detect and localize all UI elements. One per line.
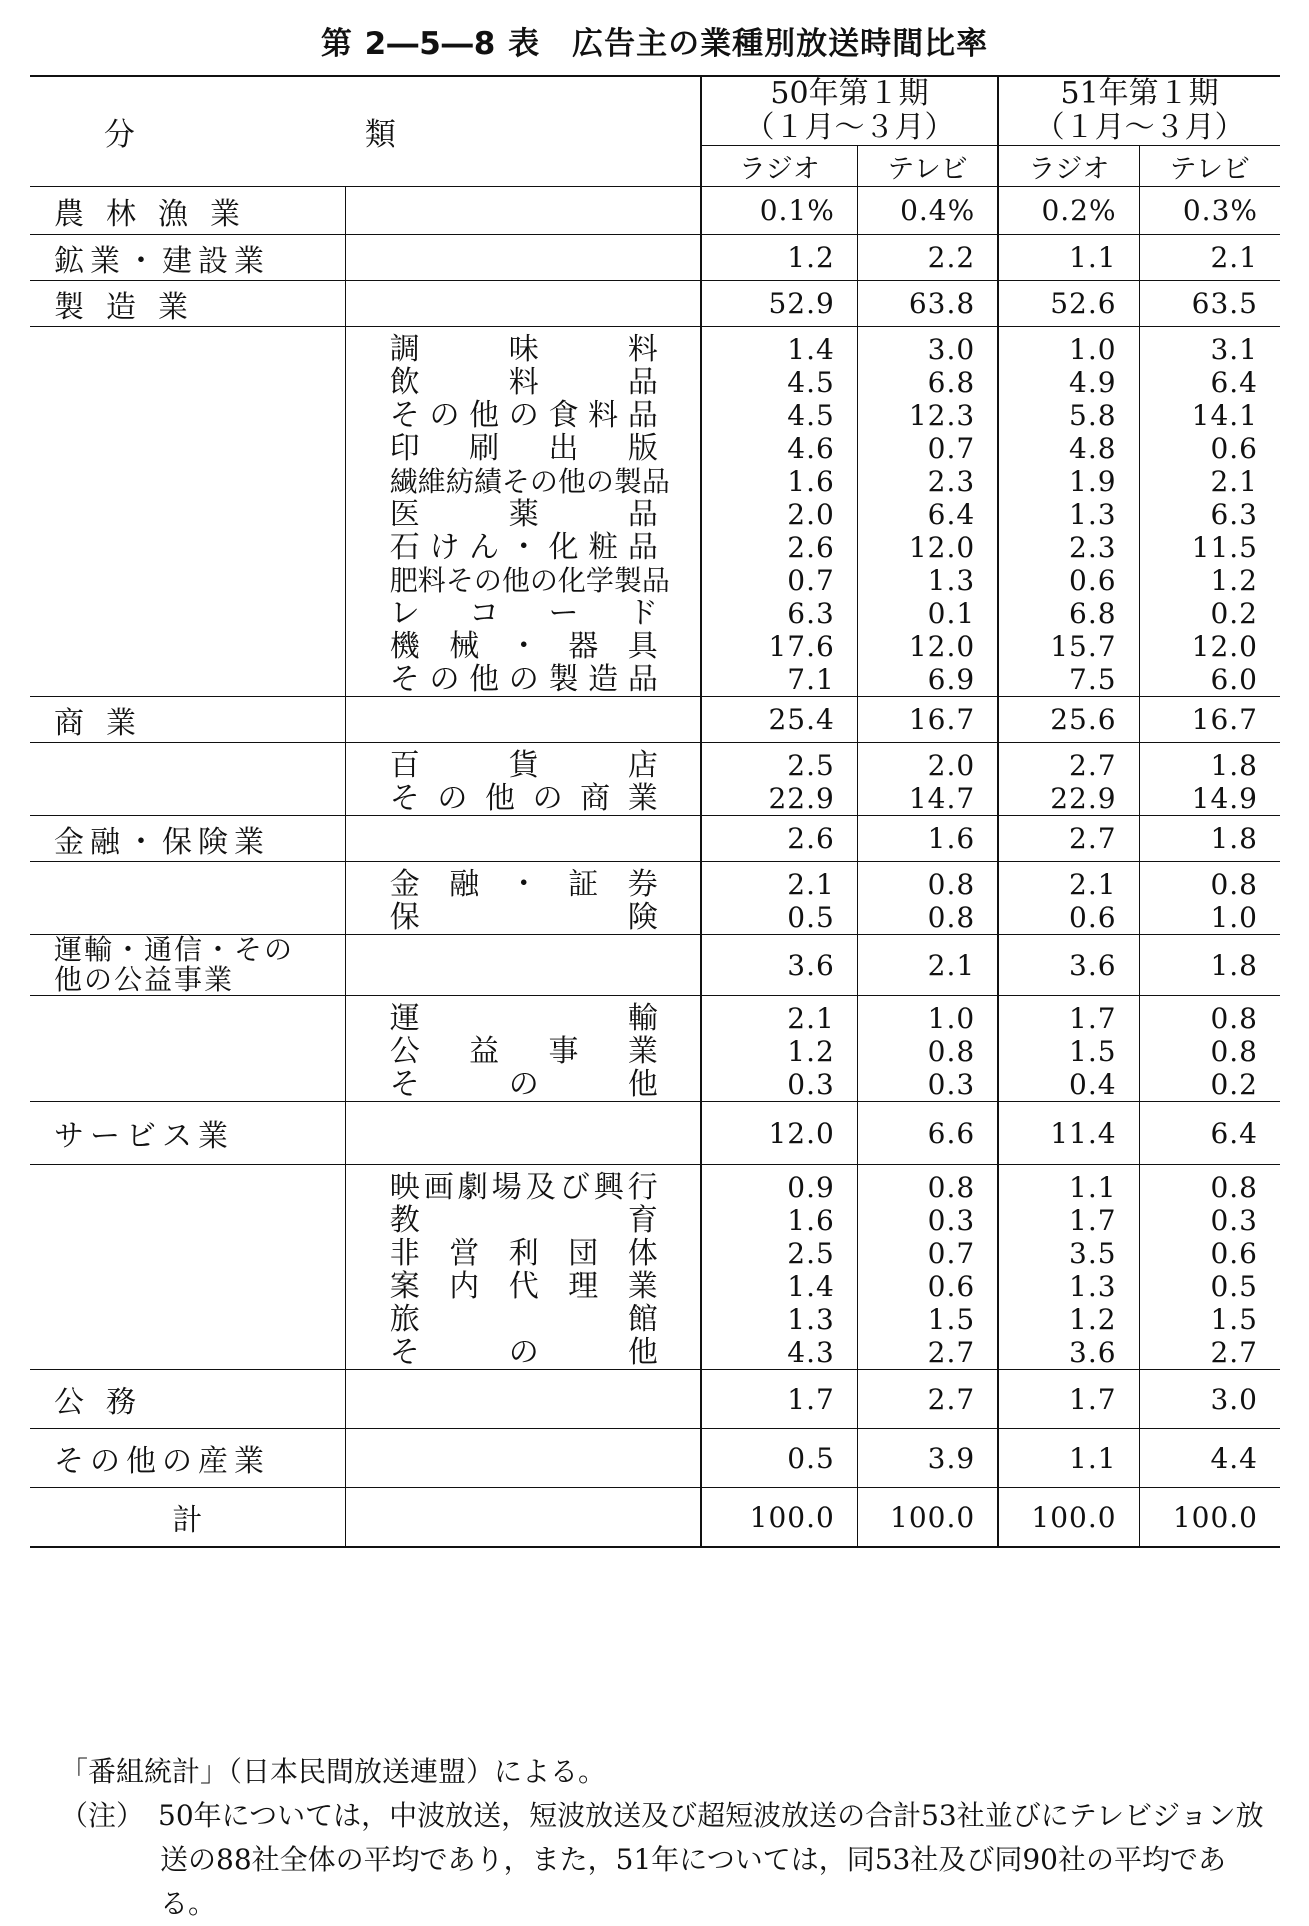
- category-row: [30, 1370, 1280, 1429]
- category-label: 製造業: [30, 281, 345, 327]
- category-value: 0.1%: [701, 187, 858, 235]
- subcategory-name: そ の 他 の 商 業: [389, 781, 658, 816]
- subcategory-value: 0.6: [1210, 1237, 1258, 1270]
- subcategory-name: レ コ ー ド: [389, 596, 658, 631]
- subcategory-category-empty: [30, 862, 345, 935]
- subcategory-values: [701, 996, 858, 1102]
- subcategory-value: 4.6: [787, 432, 835, 465]
- subcategory-value: 12.0: [908, 531, 976, 564]
- subcategory-value: 1.1: [1069, 1171, 1117, 1204]
- subcategory-values: [701, 1165, 858, 1370]
- subcategory-value: 1.2: [787, 1035, 835, 1068]
- subcategory-value: 6.8: [1069, 597, 1117, 630]
- subcategory-value: 2.1: [787, 1002, 835, 1035]
- footnotes: [60, 1750, 1280, 1926]
- subcategory-value: 4.5: [787, 366, 835, 399]
- category-row: [30, 935, 1280, 996]
- subcategory-value: 1.7: [1069, 1204, 1117, 1237]
- subcategory-value: 12.0: [908, 630, 976, 663]
- subcategory-value: 4.8: [1069, 432, 1117, 465]
- subcategory-value: 0.4: [1069, 1068, 1117, 1101]
- subcategory-name: 保 険: [389, 900, 658, 935]
- subcategory-name: 公 益 事 業: [389, 1034, 658, 1069]
- subcategory-value: 0.5: [787, 901, 835, 934]
- subcategory-value: 2.6: [787, 531, 835, 564]
- subcategory-value: 12.3: [908, 399, 976, 432]
- subcategory-value: 1.4: [787, 1270, 835, 1303]
- subcategory-value: 0.8: [1210, 1002, 1258, 1035]
- category-value: 3.6: [998, 935, 1139, 996]
- subcategory-value: 2.0: [927, 749, 976, 782]
- subcategory-name: 旅 館: [389, 1302, 658, 1337]
- subcategory-value: 1.2: [1210, 564, 1258, 597]
- subcategory-name: 運 輸: [389, 1001, 658, 1036]
- subcategory-value: 1.0: [1069, 333, 1117, 366]
- category-value: 52.6: [998, 281, 1139, 327]
- category-value: 3.9: [857, 1429, 998, 1488]
- subcategory-value: 1.0: [1210, 901, 1258, 934]
- category-value: 6.6: [857, 1102, 998, 1165]
- remark-note: （注） 50年については，中波放送，短波放送及び超短波放送の合計53社並びにテレビジョン放送の88社全体の平均であり，また，51年については，同53社及び同90社の平均である。: [60, 1799, 1264, 1920]
- category-sub-empty: [345, 816, 701, 862]
- category-value: 2.7: [998, 816, 1139, 862]
- subcategory-values: [857, 1165, 998, 1370]
- subcategory-values: [701, 743, 858, 816]
- category-label: 公務: [30, 1370, 345, 1429]
- subcategory-value: 0.8: [927, 901, 976, 934]
- subcategory-value: 6.3: [1210, 498, 1258, 531]
- category-sub-empty: [345, 1429, 701, 1488]
- total-value: 100.0: [998, 1488, 1139, 1548]
- subcategory-name: 非 営 利 団 体: [389, 1236, 658, 1271]
- subcategory-name: 医 薬 品: [389, 497, 658, 532]
- subcategory-value: 0.2: [1210, 1068, 1258, 1101]
- subcategory-block: [30, 996, 1280, 1102]
- subcategory-value: 0.6: [1069, 564, 1117, 597]
- subcategory-name: 教 育: [389, 1203, 658, 1238]
- category-value: 1.2: [701, 235, 858, 281]
- category-label: 運輸・通信・その他の公益事業: [30, 935, 345, 996]
- header-radio-1: ラジオ: [701, 146, 858, 187]
- category-sub-empty: [345, 935, 701, 996]
- subcategory-list: [345, 862, 701, 935]
- subcategory-value: 1.3: [927, 564, 976, 597]
- category-label: その他の産業: [30, 1429, 345, 1488]
- category-sub-empty: [345, 281, 701, 327]
- subcategory-name: 飲 料 品: [389, 365, 658, 400]
- subcategory-value: 6.4: [927, 498, 976, 531]
- category-sub-empty: [345, 187, 701, 235]
- subcategory-value: 2.7: [927, 1336, 976, 1369]
- subcategory-values: [1139, 1165, 1280, 1370]
- subcategory-value: 11.5: [1191, 531, 1258, 564]
- category-value: 1.7: [998, 1370, 1139, 1429]
- subcategory-value: 0.8: [927, 868, 976, 901]
- category-value: 63.5: [1139, 281, 1280, 327]
- category-row: [30, 281, 1280, 327]
- category-value: 2.2: [857, 235, 998, 281]
- subcategory-value: 1.3: [787, 1303, 835, 1336]
- subcategory-block: [30, 1165, 1280, 1370]
- category-value: 63.8: [857, 281, 998, 327]
- subcategory-block: [30, 743, 1280, 816]
- subcategory-value: 3.1: [1210, 333, 1258, 366]
- subcategory-value: 2.3: [1069, 531, 1117, 564]
- category-value: 3.6: [701, 935, 858, 996]
- category-value: 1.6: [857, 816, 998, 862]
- category-value: 2.1: [1139, 235, 1280, 281]
- subcategory-value: 14.1: [1191, 399, 1258, 432]
- subcategory-value: 1.4: [787, 333, 835, 366]
- subcategory-name: 印 刷 出 版: [389, 431, 658, 466]
- subcategory-value: 0.3: [787, 1068, 835, 1101]
- category-value: 1.8: [1139, 935, 1280, 996]
- subcategory-values: [857, 743, 998, 816]
- category-sub-empty: [345, 1102, 701, 1165]
- category-value: 2.6: [701, 816, 858, 862]
- category-value: 1.8: [1139, 816, 1280, 862]
- subcategory-value: 4.5: [787, 399, 835, 432]
- subcategory-value: 6.3: [787, 597, 835, 630]
- subcategory-name: 繊 維 紡 績 そ の 他 の 製 品: [389, 465, 670, 498]
- subcategory-value: 0.8: [927, 1035, 976, 1068]
- subcategory-block: [30, 327, 1280, 697]
- subcategory-name: そ の 他: [389, 1335, 658, 1370]
- category-value: 1.1: [998, 1429, 1139, 1488]
- subcategory-value: 4.3: [787, 1336, 835, 1369]
- subcategory-values: [701, 327, 858, 697]
- category-sub-empty: [345, 235, 701, 281]
- subcategory-value: 0.6: [1069, 901, 1117, 934]
- category-row: [30, 235, 1280, 281]
- subcategory-name: そ の 他 の 製 造 品: [389, 662, 658, 697]
- subcategory-value: 3.6: [1069, 1336, 1117, 1369]
- subcategory-value: 6.4: [1210, 366, 1258, 399]
- subcategory-category-empty: [30, 327, 345, 697]
- subcategory-value: 1.5: [1210, 1303, 1258, 1336]
- category-row: [30, 187, 1280, 235]
- subcategory-values: [998, 327, 1139, 697]
- header-tv-2: テレビ: [1139, 146, 1280, 187]
- subcategory-list: [345, 1165, 701, 1370]
- subcategory-values: [998, 996, 1139, 1102]
- category-value: 0.4%: [857, 187, 998, 235]
- subcategory-value: 2.7: [1069, 749, 1117, 782]
- category-value: 2.1: [857, 935, 998, 996]
- subcategory-values: [857, 327, 998, 697]
- subcategory-value: 2.1: [1069, 868, 1117, 901]
- header-category: 分類: [30, 76, 701, 187]
- category-value: 0.2%: [998, 187, 1139, 235]
- subcategory-name: 石 け ん ・ 化 粧 品: [389, 530, 658, 565]
- header-tv-1: テレビ: [857, 146, 998, 187]
- subcategory-value: 0.7: [787, 564, 835, 597]
- subcategory-value: 1.2: [1069, 1303, 1117, 1336]
- subcategory-list: [345, 743, 701, 816]
- category-value: 1.1: [998, 235, 1139, 281]
- subcategory-name: 百 貨 店: [389, 748, 658, 783]
- category-value: 3.0: [1139, 1370, 1280, 1429]
- subcategory-value: 1.7: [1069, 1002, 1117, 1035]
- total-value: 100.0: [1139, 1488, 1280, 1548]
- subcategory-value: 1.6: [787, 465, 835, 498]
- subcategory-name: そ の 他: [389, 1067, 658, 1102]
- subcategory-value: 0.6: [1210, 432, 1258, 465]
- subcategory-name: 案 内 代 理 業: [389, 1269, 658, 1304]
- subcategory-values: [998, 743, 1139, 816]
- category-value: 6.4: [1139, 1102, 1280, 1165]
- subcategory-value: 0.5: [1210, 1270, 1258, 1303]
- subcategory-value: 0.8: [1210, 868, 1258, 901]
- total-label: 計: [30, 1488, 345, 1548]
- header-period-1: 50年第１期 （１月～３月）: [701, 76, 998, 146]
- subcategory-category-empty: [30, 996, 345, 1102]
- subcategory-value: 1.9: [1069, 465, 1117, 498]
- subcategory-values: [1139, 327, 1280, 697]
- subcategory-value: 0.1: [927, 597, 976, 630]
- total-sub-empty: [345, 1488, 701, 1548]
- subcategory-category-empty: [30, 743, 345, 816]
- subcategory-value: 2.1: [1210, 465, 1258, 498]
- subcategory-name: 肥 料 そ の 他 の 化 学 製 品: [389, 564, 670, 597]
- subcategory-value: 6.8: [927, 366, 976, 399]
- subcategory-values: [1139, 862, 1280, 935]
- subcategory-value: 2.3: [927, 465, 976, 498]
- total-value: 100.0: [857, 1488, 998, 1548]
- category-sub-empty: [345, 1370, 701, 1429]
- subcategory-value: 0.2: [1210, 597, 1258, 630]
- subcategory-values: [701, 862, 858, 935]
- source-note: 「番組統計」（日本民間放送連盟）による。: [60, 1755, 607, 1788]
- subcategory-value: 1.5: [1069, 1035, 1117, 1068]
- category-value: 11.4: [998, 1102, 1139, 1165]
- subcategory-value: 0.7: [927, 432, 976, 465]
- subcategory-value: 6.9: [927, 663, 976, 696]
- header-radio-2: ラジオ: [998, 146, 1139, 187]
- subcategory-value: 0.3: [927, 1204, 976, 1237]
- header-period-2: 51年第１期 （１月～３月）: [998, 76, 1280, 146]
- subcategory-values: [1139, 743, 1280, 816]
- subcategory-values: [998, 1165, 1139, 1370]
- subcategory-name: 機 械 ・ 器 具: [389, 629, 658, 664]
- subcategory-value: 7.1: [787, 663, 835, 696]
- subcategory-value: 6.0: [1210, 663, 1258, 696]
- category-value: 1.7: [701, 1370, 858, 1429]
- subcategory-value: 22.9: [1050, 782, 1117, 815]
- subcategory-value: 0.3: [1210, 1204, 1258, 1237]
- category-row: [30, 697, 1280, 743]
- subcategory-value: 1.6: [787, 1204, 835, 1237]
- subcategory-name: そ の 他 の 食 料 品: [389, 398, 658, 433]
- category-sub-empty: [345, 697, 701, 743]
- subcategory-value: 2.0: [787, 498, 835, 531]
- subcategory-value: 2.1: [787, 868, 835, 901]
- subcategory-list: [345, 327, 701, 697]
- subcategory-value: 7.5: [1069, 663, 1117, 696]
- subcategory-value: 3.0: [927, 333, 976, 366]
- subcategory-value: 0.6: [927, 1270, 976, 1303]
- category-value: 0.3%: [1139, 187, 1280, 235]
- category-label: サービス業: [30, 1102, 345, 1165]
- subcategory-value: 12.0: [1191, 630, 1258, 663]
- category-value: 4.4: [1139, 1429, 1280, 1488]
- subcategory-values: [998, 862, 1139, 935]
- subcategory-value: 0.3: [927, 1068, 976, 1101]
- category-value: 12.0: [701, 1102, 858, 1165]
- subcategory-value: 22.9: [768, 782, 835, 815]
- subcategory-value: 0.9: [787, 1171, 835, 1204]
- category-label: 鉱業・建設業: [30, 235, 345, 281]
- category-row: [30, 1429, 1280, 1488]
- subcategory-value: 2.5: [787, 1237, 835, 1270]
- data-table: [30, 75, 1280, 1548]
- subcategory-value: 0.8: [1210, 1171, 1258, 1204]
- category-value: 52.9: [701, 281, 858, 327]
- subcategory-list: [345, 996, 701, 1102]
- subcategory-value: 3.5: [1069, 1237, 1117, 1270]
- subcategory-values: [857, 996, 998, 1102]
- subcategory-value: 1.3: [1069, 498, 1117, 531]
- subcategory-category-empty: [30, 1165, 345, 1370]
- subcategory-name: 金 融 ・ 証 券: [389, 867, 658, 902]
- category-value: 25.6: [998, 697, 1139, 743]
- subcategory-name: 調 味 料: [389, 332, 658, 367]
- subcategory-value: 1.3: [1069, 1270, 1117, 1303]
- subcategory-value: 1.0: [927, 1002, 976, 1035]
- subcategory-value: 17.6: [768, 630, 835, 663]
- subcategory-value: 14.7: [908, 782, 976, 815]
- category-value: 16.7: [1139, 697, 1280, 743]
- subcategory-value: 15.7: [1050, 630, 1117, 663]
- subcategory-value: 0.7: [927, 1237, 976, 1270]
- category-row: [30, 1102, 1280, 1165]
- subcategory-values: [1139, 996, 1280, 1102]
- category-value: 25.4: [701, 697, 858, 743]
- category-label: 金融・保険業: [30, 816, 345, 862]
- subcategory-value: 2.7: [1210, 1336, 1258, 1369]
- table-title: 第 2―5―8 表 広告主の業種別放送時間比率: [320, 26, 989, 62]
- subcategory-value: 5.8: [1069, 399, 1117, 432]
- category-row: [30, 816, 1280, 862]
- category-value: 16.7: [857, 697, 998, 743]
- category-value: 2.7: [857, 1370, 998, 1429]
- subcategory-value: 1.5: [927, 1303, 976, 1336]
- subcategory-value: 14.9: [1191, 782, 1258, 815]
- subcategory-value: 0.8: [1210, 1035, 1258, 1068]
- category-label: 農林漁業: [30, 187, 345, 235]
- subcategory-values: [857, 862, 998, 935]
- subcategory-value: 4.9: [1069, 366, 1117, 399]
- category-label: 商業: [30, 697, 345, 743]
- subcategory-value: 1.8: [1210, 749, 1258, 782]
- subcategory-name: 映 画 劇 場 及 び 興 行: [389, 1170, 658, 1205]
- total-row: [30, 1488, 1280, 1548]
- subcategory-block: [30, 862, 1280, 935]
- subcategory-value: 0.8: [927, 1171, 976, 1204]
- total-value: 100.0: [701, 1488, 858, 1548]
- subcategory-value: 2.5: [787, 749, 835, 782]
- category-value: 0.5: [701, 1429, 858, 1488]
